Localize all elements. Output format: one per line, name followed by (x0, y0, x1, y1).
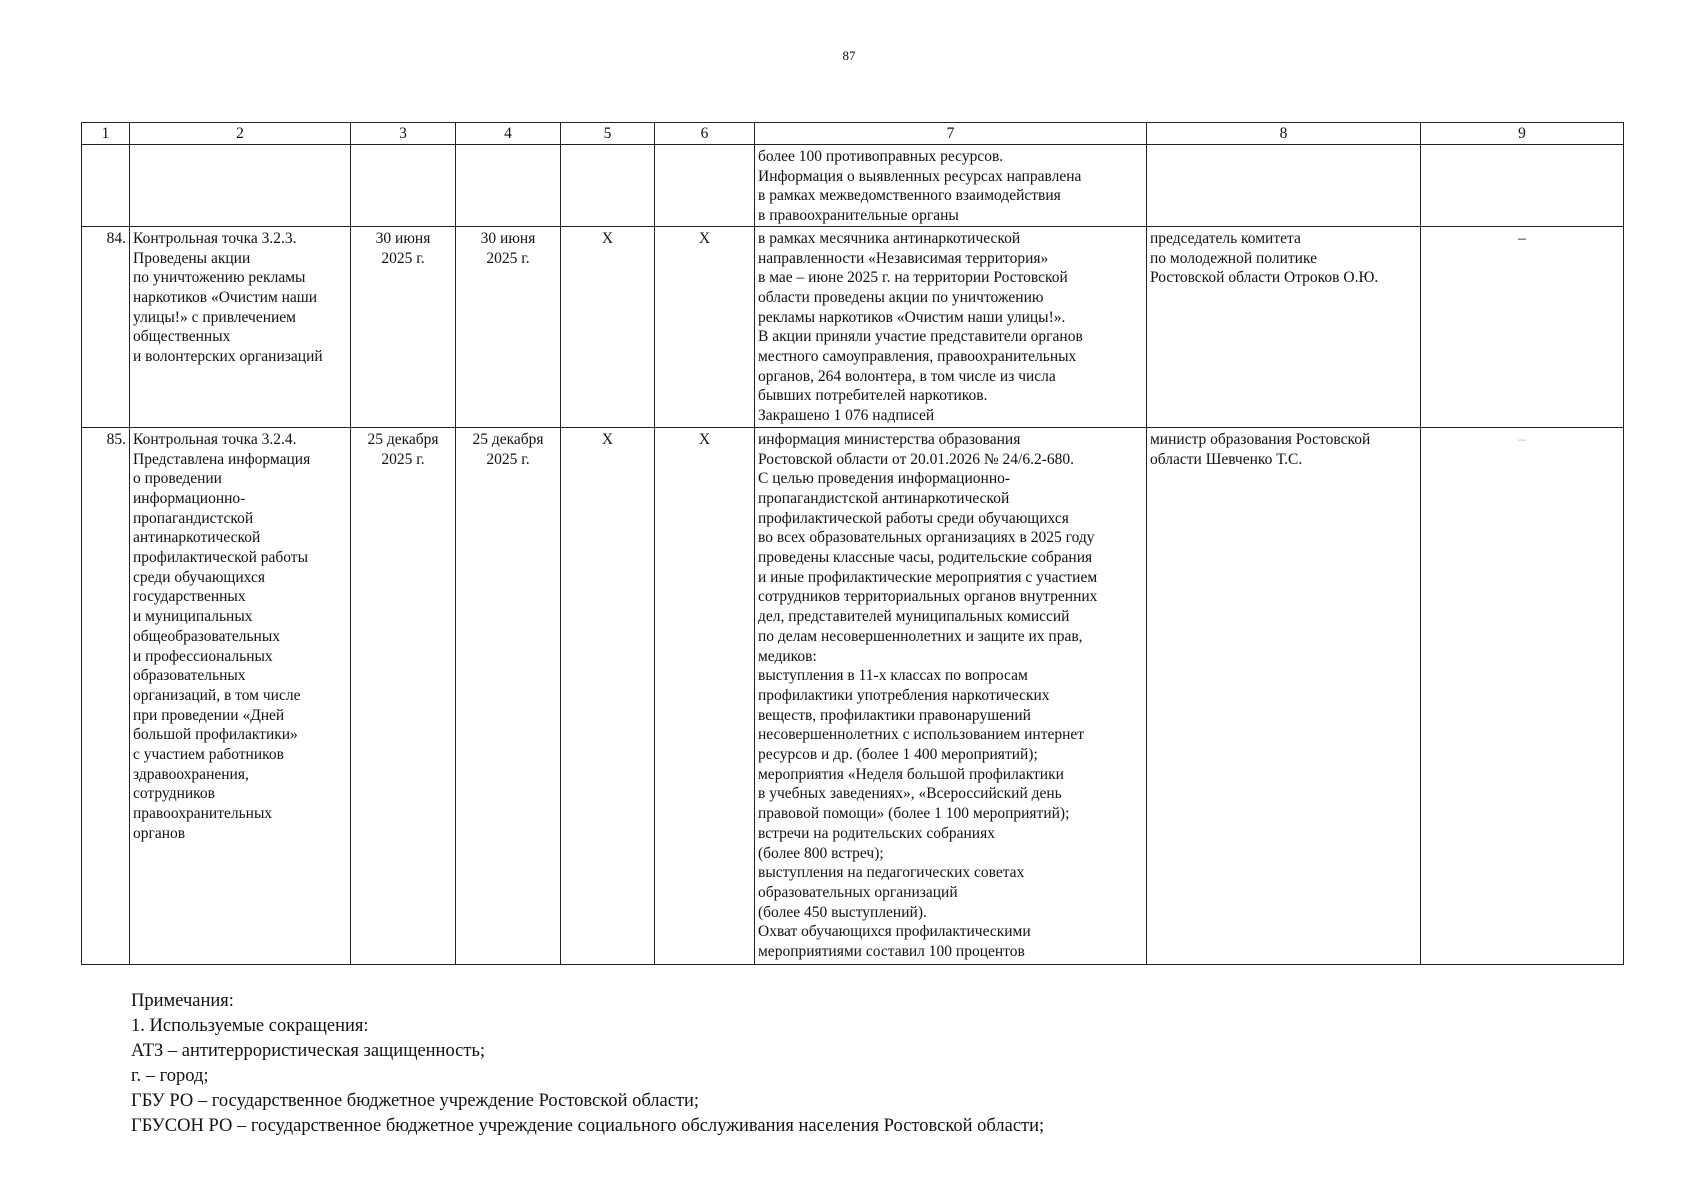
notes-title: Примечания: (131, 991, 234, 1011)
responsible-cell: министр образования Ростовской области Шевченко Т.С. (1147, 427, 1421, 964)
column-header: 5 (561, 123, 655, 145)
column-header: 3 (351, 123, 456, 145)
column-5-cell: Х (561, 427, 655, 964)
column-9-cell: – (1421, 427, 1624, 964)
control-point-cell (130, 145, 351, 227)
table-row (82, 427, 1624, 964)
info-cell: более 100 противоправных ресурсов. Информация о выявленных ресурсах направлена в рамках межведомственного взаимодействия в правоохранительные органы (755, 145, 1147, 227)
responsible-cell (1147, 145, 1421, 227)
row-number-cell: 85. (82, 427, 130, 964)
column-6-cell: Х (655, 226, 755, 427)
notes-section (131, 989, 1611, 1139)
report-table (81, 122, 1624, 965)
column-header: 2 (130, 123, 351, 145)
page-number: 87 (842, 48, 856, 63)
info-cell: в рамках месячника антинаркотической направленности «Независимая территория» в мае – июне 2025 г. на территории Ростовской области проведены акции по уничтожению рекламы наркотиков «Очистим наши улицы!». В акции приняли участие представители органов местного самоуправления, правоохранительных органов, 264 волонтера, в том числе из числа бывших потребителей наркотиков. Закрашено 1 076 надписей (755, 226, 1147, 427)
column-6-cell (655, 145, 755, 227)
info-cell: информация министерства образования Ростовской области от 20.01.2026 № 24/6.2-680. С целью проведения информационно- пропагандистской антинаркотической профилактической работы среди обучающихся во всех образовательных организациях в 2025 году проведены классные часы, родительские собрания и иные профилактические мероприятия с участием сотрудников территориальных органов внутренних дел, представителей муниципальных комиссий по делам несовершеннолетних и защите их прав, медиков: выступления в 11-х классах по вопросам профилактики употребления наркотических веществ, профилактики правонарушений несовершеннолетних с использованием интернет ресурсов и др. (более 1 400 мероприятий); мероприятия «Неделя большой профилактики в учебных заведениях», «Всероссийский день правовой помощи» (более 1 100 мероприятий); встречи на родительских собраниях (более 800 встреч); выступления на педагогических советах образовательных организаций (более 450 выступлений). Охват обучающихся профилактическими мероприятиями составил 100 процентов (755, 427, 1147, 964)
column-9-cell (1421, 145, 1624, 227)
row-number-cell: 84. (82, 226, 130, 427)
responsible-cell: председатель комитета по молодежной политике Ростовской области Отроков О.Ю. (1147, 226, 1421, 427)
column-9-cell: – (1421, 226, 1624, 427)
column-header: 9 (1421, 123, 1624, 145)
control-point-cell: Контрольная точка 3.2.3. Проведены акции по уничтожению рекламы наркотиков «Очистим наши улицы!» с привлечением общественных и волонтерских организаций (130, 226, 351, 427)
abbreviation-line: г. – город; (131, 1066, 209, 1086)
column-header: 1 (82, 123, 130, 145)
notes-item: 1. Используемые сокращения: (131, 1016, 369, 1036)
column-header: 7 (755, 123, 1147, 145)
abbreviation-line: АТЗ – антитеррористическая защищенность; (131, 1041, 486, 1061)
table-row (82, 145, 1624, 227)
table-row (82, 226, 1624, 427)
planned-date-cell: 25 декабря 2025 г. (351, 427, 456, 964)
actual-date-cell (456, 145, 561, 227)
column-header: 4 (456, 123, 561, 145)
control-point-cell: Контрольная точка 3.2.4. Представлена информация о проведении информационно- пропагандистской антинаркотической профилактической работы среди обучающихся государственных и муниципальных общеобразовательных и профессиональных образовательных организаций, в том числе при проведении «Дней большой профилактики» с участием работников здравоохранения, сотрудников правоохранительных органов (130, 427, 351, 964)
planned-date-cell (351, 145, 456, 227)
column-5-cell: Х (561, 226, 655, 427)
row-number-cell (82, 145, 130, 227)
column-header: 6 (655, 123, 755, 145)
planned-date-cell: 30 июня 2025 г. (351, 226, 456, 427)
abbreviation-line: ГБУ РО – государственное бюджетное учреждение Ростовской области; (131, 1091, 700, 1111)
actual-date-cell: 25 декабря 2025 г. (456, 427, 561, 964)
table-header-row (82, 123, 1624, 145)
actual-date-cell: 30 июня 2025 г. (456, 226, 561, 427)
column-5-cell (561, 145, 655, 227)
abbreviation-line: ГБУСОН РО – государственное бюджетное учреждение социального обслуживания населения Ростовской области; (131, 1116, 1045, 1136)
column-header: 8 (1147, 123, 1421, 145)
column-6-cell: Х (655, 427, 755, 964)
